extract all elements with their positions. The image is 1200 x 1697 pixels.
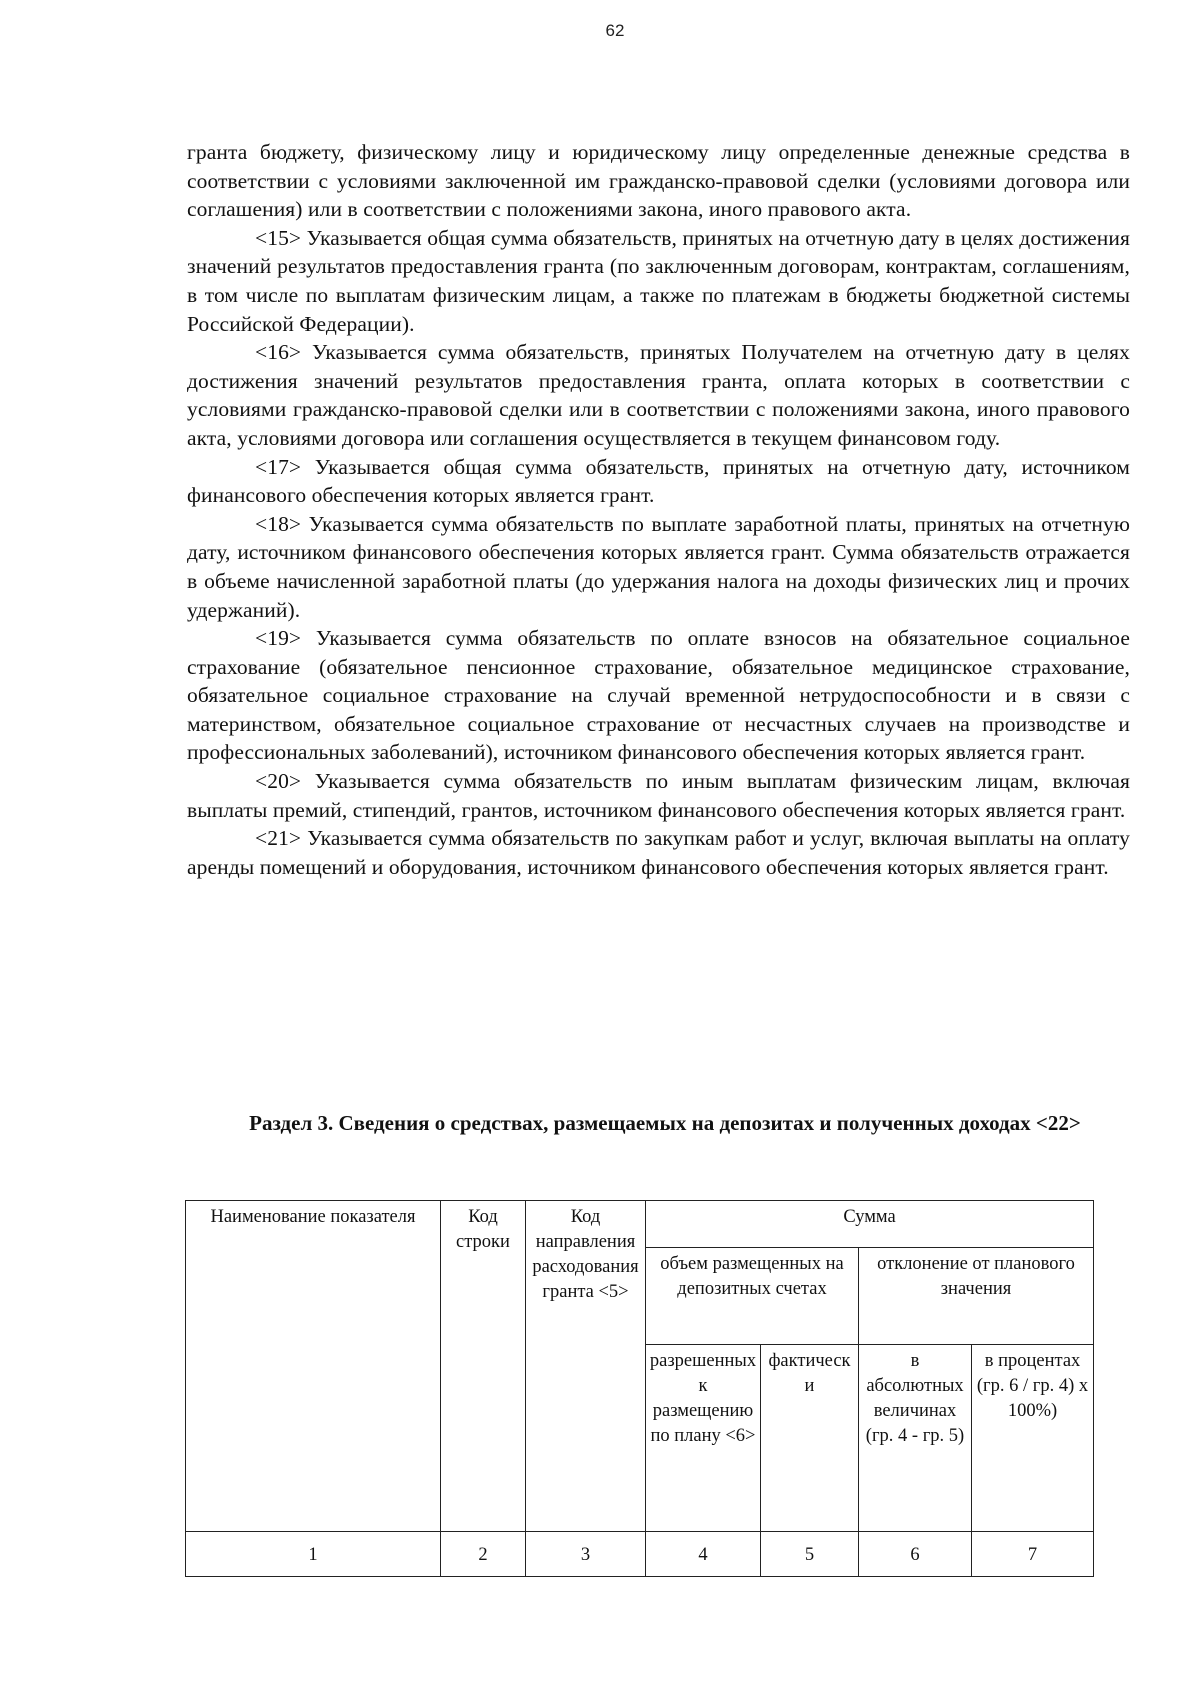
- footnote-19: <19> Указывается сумма обязательств по оплате взносов на обязательное социальное страхование (обязательное пенсионное страхование, обязательное медицинское страхование, обязательное социальное страхование на случай временной нетрудоспособности и в связи с материнством, обязательное социальное страхование от несчастных случаев на производстве и профессиональных заболеваний), источником финансового обеспечения которых является грант.: [187, 626, 1130, 765]
- footnote-17: <17> Указывается общая сумма обязательств, принятых на отчетную дату, источником финансового обеспечения которых является грант.: [187, 454, 1130, 508]
- header-line-code: Код строки: [441, 1201, 526, 1532]
- header-sum: Сумма: [646, 1201, 1094, 1248]
- column-number: 2: [441, 1532, 526, 1577]
- column-number: 1: [186, 1532, 441, 1577]
- column-number: 3: [526, 1532, 646, 1577]
- header-deposit-volume: объем размещенных на депозитных счетах: [646, 1248, 859, 1345]
- footnote-paragraph-continuation: гранта бюджету, физическому лицу и юридическому лицу определенные денежные средства в соответствии с условиями заключенной им гражданско-правовой сделки (условиями договора или соглашения) или в соответствии с положениями закона, иного правового акта.: [187, 140, 1130, 222]
- header-absolute: в абсолютных величинах (гр. 4 - гр. 5): [859, 1345, 972, 1532]
- header-deviation: отклонение от планового значения: [859, 1248, 1094, 1345]
- header-direction-code: Код направления расходования гранта <5>: [526, 1201, 646, 1532]
- section-title: Раздел 3. Сведения о средствах, размещаемых на депозитах и полученных доходах <22>: [249, 1111, 1081, 1135]
- footnote-20: <20> Указывается сумма обязательств по иным выплатам физическим лицам, включая выплаты премий, стипендий, грантов, источником финансового обеспечения которых является грант.: [187, 769, 1130, 822]
- footnote-21: <21> Указывается сумма обязательств по закупкам работ и услуг, включая выплаты на оплату аренды помещений и оборудования, источником финансового обеспечения которых является грант.: [187, 826, 1130, 879]
- footnote-18: <18> Указывается сумма обязательств по выплате заработной платы, принятых на отчетную дату, источником финансового обеспечения которых является грант. Сумма обязательств отражается в объеме начисленной заработной платы (до удержания налога на доходы физических лиц и прочих удержаний).: [187, 511, 1130, 622]
- column-number: 6: [859, 1532, 972, 1577]
- footnote-16: <16> Указывается сумма обязательств, принятых Получателем на отчетную дату в целях достижения значений результатов предоставления гранта, оплата которых в соответствии с условиями гражданско-правовой сделки или в соответствии с положениями закона, иного правового акта, условиями договора или соглашения осуществляется в текущем финансовом году.: [187, 340, 1130, 450]
- deposits-table: [185, 1200, 1094, 1577]
- column-number: 7: [972, 1532, 1094, 1577]
- column-numbers-row: [186, 1532, 1094, 1577]
- column-number: 4: [646, 1532, 761, 1577]
- header-indicator-name: Наименование показателя: [186, 1201, 441, 1532]
- footnotes-text: [187, 138, 1130, 881]
- page-number: 62: [605, 21, 625, 40]
- header-percent: в процентах (гр. 6 / гр. 4) x 100%): [972, 1345, 1094, 1532]
- column-number: 5: [761, 1532, 859, 1577]
- header-actual: фактически: [761, 1345, 859, 1532]
- footnote-15: <15> Указывается общая сумма обязательств, принятых на отчетную дату в целях достижения значений результатов предоставления гранта (по заключенным договорам, контрактам, соглашениям, в том числе по выплатам физическим лицам, а также по платежам в бюджеты бюджетной системы Российской Федерации).: [187, 225, 1130, 336]
- header-allowed-plan: разрешенных к размещению по плану <6>: [646, 1345, 761, 1532]
